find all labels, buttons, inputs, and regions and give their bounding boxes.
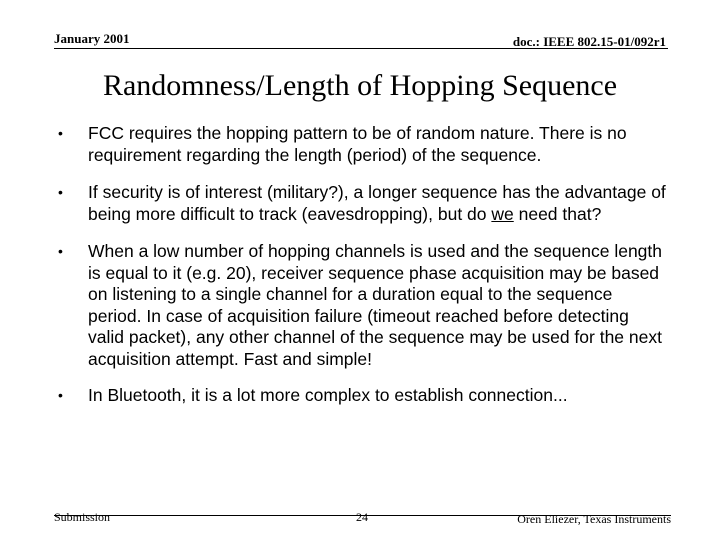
- bullet-item: [58, 182, 668, 225]
- bullet-icon: •: [58, 184, 63, 200]
- footer-submission: Submission: [54, 510, 111, 524]
- bullet-item: [58, 241, 668, 370]
- bullet-icon: •: [58, 125, 63, 141]
- header-doc-id: doc.: IEEE 802.15-01/092r1: [512, 34, 666, 49]
- bullet-text: In Bluetooth, it is a lot more complex to establish connection...: [88, 385, 568, 405]
- bullet-text: When a low number of hopping channels is used and the sequence length is equal to it (e.g. 20), receiver sequence phase acquisition may be based on listening to a single channel for a duration equal to the sequence period. In case of acquisition failure (timeout reached before detecting valid packet), any other channel of the sequence may be used for the next acquisition attempt. Fast and simple!: [88, 241, 663, 369]
- bullet-item: [58, 123, 668, 166]
- bullet-icon: •: [58, 387, 63, 403]
- header-date: January 2001: [54, 31, 130, 46]
- bullet-text-part: If security is of interest (military?), a longer sequence has the advantage of being more difficult to track (eavesdropping), but do: [88, 182, 666, 224]
- bullet-list: [58, 123, 668, 407]
- underlined-word: we: [491, 203, 514, 224]
- header-divider: [54, 48, 668, 49]
- bullet-text: FCC requires the hopping pattern to be of random nature. There is no requirement regarding the length (period) of the sequence.: [88, 123, 627, 165]
- slide-title: Randomness/Length of Hopping Sequence: [102, 69, 618, 102]
- bullet-icon: •: [58, 243, 63, 259]
- bullet-item: [58, 385, 668, 407]
- bullet-text: [88, 182, 668, 225]
- footer-author: Oren Eliezer, Texas Instruments: [517, 512, 671, 526]
- page-number: 24: [356, 510, 368, 524]
- bullet-text-part: need that?: [513, 203, 602, 224]
